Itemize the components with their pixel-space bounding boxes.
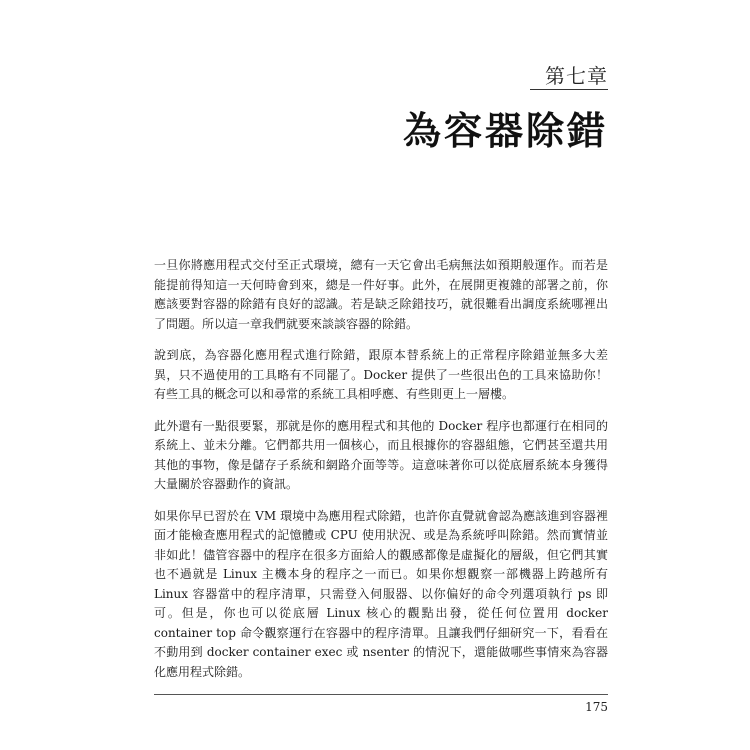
paragraph-1: 一旦你將應用程式交付至正式環境，總有一天它會出毛病無法如預期般運作。而若是能提前得知這一天何時會到來，總是一件好事。此外，在展開更複雜的部署之前，你應該要對容器的除錯有良好的認識。若是缺乏除錯技巧，就很難看出調度系統哪裡出了問題。所以這一章我們就要來談談容器的除錯。 bbox=[154, 258, 608, 331]
page-number: 175 bbox=[585, 700, 608, 714]
paragraph-2: 說到底，為容器化應用程式進行除錯，跟原本替系統上的正常程序除錯並無多大差異，只不過使用的工具略有不同罷了。Docker 提供了一些很出色的工具來協助你！有些工具的概念可以和尋常的系統工具相呼應、有些則更上一層樓。 bbox=[154, 348, 608, 401]
footer-divider bbox=[154, 694, 608, 695]
paragraph-4: 如果你早已習於在 VM 環境中為應用程式除錯，也許你直覺就會認為應該進到容器裡面才能檢查應用程式的記憶體或 CPU 使用狀況、或是為系統呼叫除錯。然而實情並非如此！儘管容器中的程序在很多方面給人的觀感都像是虛擬化的層級，但它們其實也不過就是 Linux 主機本身的程序之一而已。如果你想觀察一部機器上跨越所有 Linux 容器當中的程序清單，只需登入伺服器、以你偏好的命令列選項執行 ps 即可。但是，你也可以從底層 Linux 核心的觀點出發，從任何位置用 docker container top 命令觀察運行在容器中的程序清單。且讓我們仔細研究一下，看看在不動用到 docker container exec 或 nsenter 的情況下，還能做哪些事情來為容器化應用程式除錯。 bbox=[154, 508, 608, 679]
body-text bbox=[154, 256, 608, 682]
chapter-label: 第七章 bbox=[545, 64, 608, 88]
chapter-divider bbox=[530, 89, 608, 90]
chapter-title: 為容器除錯 bbox=[402, 109, 608, 153]
paragraph-3: 此外還有一點很要緊，那就是你的應用程式和其他的 Docker 程序也都運行在相同的系統上、並未分離。它們都共用一個核心，而且根據你的容器組態，它們甚至還共用其他的事物，像是儲存子系統和網路介面等等。這意味著你可以從底層系統本身獲得大量關於容器動作的資訊。 bbox=[154, 418, 608, 491]
